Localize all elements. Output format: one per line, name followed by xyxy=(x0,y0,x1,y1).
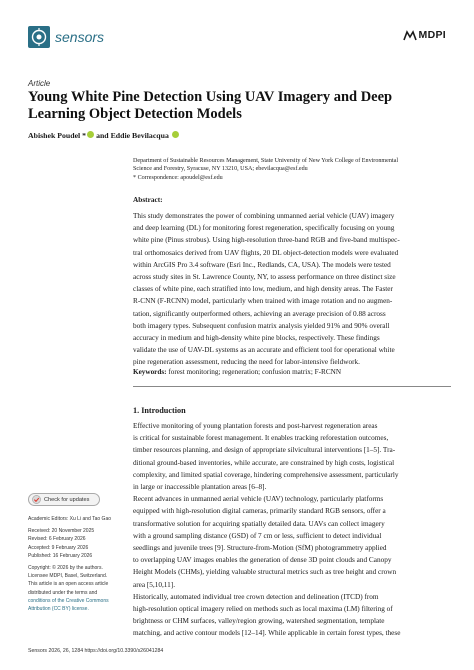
body-line: area [5,10,11]. xyxy=(133,580,176,589)
title-line: Learning Object Detection Models xyxy=(28,106,242,122)
section-heading: 1. Introduction xyxy=(133,406,186,415)
body-line: complexity, and limited spatial coverage, hindering comprehensive assessment, particularly xyxy=(133,470,399,479)
license-link[interactable]: Attribution (CC BY) license. xyxy=(28,606,89,613)
page-footer-citation[interactable]: Sensors 2026, 26, 1284 https://doi.org/10.3390/s26041284 xyxy=(28,648,164,654)
received-date: Received: 20 November 2025 xyxy=(28,528,95,535)
orcid-icon[interactable] xyxy=(87,131,94,138)
check-for-updates-button[interactable] xyxy=(28,493,100,506)
affiliation-line: Science and Forestry, Syracuse, NY 13210, USA; ebevilacqua@esf.edu xyxy=(133,166,308,173)
body-line: matching, and active contour models [12–14]. While applicable in certain forest types, these xyxy=(133,629,401,638)
abstract-heading: Abstract: xyxy=(133,195,163,204)
license-line: This article is an open access article xyxy=(28,581,109,588)
body-line: transformative solution for acquiring spatially detailed data. UAVs can collect imagery xyxy=(133,519,385,528)
affiliation-line: Department of Sustainable Resources Management, State University of New York College of Environmental xyxy=(133,158,399,164)
license-link[interactable]: conditions of the Creative Commons xyxy=(28,597,109,604)
article-metadata xyxy=(28,515,132,613)
orcid-icon[interactable] xyxy=(172,131,179,138)
abstract-line: accuracy in medium and high-density white pine blocks, respectively. These findings xyxy=(133,334,380,343)
article-type: Article xyxy=(28,79,51,88)
keywords xyxy=(133,368,341,376)
accepted-date: Accepted: 9 February 2026 xyxy=(28,544,89,551)
abstract-line: white pine (Pinus strobus). Using high-resolution three-band RGB and five-band multispec- xyxy=(133,236,400,245)
editors-line: Academic Editors: Xu Li and Tao Gao xyxy=(28,516,112,522)
keywords-text: forest monitoring; regeneration; confusion matrix; F-RCNN xyxy=(168,368,342,376)
abstract-line: tral orthomosaics derived from UAV flights, 20 DL object-detection models were evaluated xyxy=(133,248,399,257)
introduction-body xyxy=(133,420,451,640)
article-title xyxy=(28,89,448,123)
body-line: Effective monitoring of young plantation forests and post-harvest regeneration areas xyxy=(133,422,378,430)
abstract-line: classes of white pine, each stratified into low, medium, and high density areas. The Faster xyxy=(133,285,393,294)
published-date: Published: 16 February 2026 xyxy=(28,552,93,559)
abstract-line: and deep learning (DL) for monitoring forest regeneration, specifically focusing on young xyxy=(133,224,395,233)
author-name[interactable]: Abishek Poudel * xyxy=(28,131,87,140)
abstract-line: across study sites in St. Lawrence County, NY, to assess performance on three distinct size xyxy=(133,273,396,282)
author-list xyxy=(28,131,181,140)
author-name[interactable]: and Eddie Bevilacqua xyxy=(96,131,169,140)
correspondence-line: * Correspondence: apoudel@esf.edu xyxy=(133,174,223,181)
check-updates-icon xyxy=(32,495,41,504)
affiliation-block xyxy=(133,157,453,182)
abstract-line: tation, significantly outperformed others, achieving an average precision of 0.88 across xyxy=(133,309,386,318)
body-line: is critical for sustainable forest management. It enables tracking reforestation outcomes, xyxy=(133,434,389,443)
journal-brand[interactable] xyxy=(28,26,104,48)
revised-date: Revised: 6 February 2026 xyxy=(28,536,86,543)
journal-name: sensors xyxy=(55,29,105,45)
body-line: high-resolution optical imagery relied on methods such as local maxima (LM) filtering of xyxy=(133,605,393,614)
section-divider xyxy=(133,386,451,387)
body-line: seedlings and juvenile trees [9]. Structure-from-Motion (SfM) photogrammetry applied xyxy=(133,544,387,553)
abstract-line: pine regeneration assessment, reducing the need for labor-intensive fieldwork. xyxy=(133,358,360,367)
abstract-line: This study demonstrates the power of combining unmanned aerial vehicle (UAV) imagery xyxy=(133,212,395,220)
mdpi-logo-icon xyxy=(403,29,417,41)
body-line: brightness or CHM surfaces, valley/region growing, watershed segmentation, template xyxy=(133,617,385,626)
abstract-line: both imagery types. Subsequent confusion matrix analysis yielded 91% and 90% overall xyxy=(133,321,390,330)
publisher-brand[interactable] xyxy=(403,29,446,41)
body-line: ditional ground-based inventories, while accurate, are constrained by high costs, logistical xyxy=(133,458,395,467)
body-line: Height Models (CHMs), yielding valuable structural metrics such as tree height and crown xyxy=(133,568,397,577)
check-for-updates-label: Check for updates xyxy=(44,496,90,503)
copyright-line: Copyright: © 2026 by the authors. xyxy=(28,565,103,572)
body-line: with a ground sampling distance (GSD) of 7 cm or less, sufficient to detect individual xyxy=(133,531,382,540)
publisher-name: MDPI xyxy=(418,29,446,41)
abstract-line: R-CNN (F-RCNN) model, particularly when trained with image rotation and no augmen- xyxy=(133,297,393,306)
keywords-label: Keywords: xyxy=(133,368,167,376)
body-line: in large or inaccessible plantation areas [6–8]. xyxy=(133,483,267,492)
body-line: timber resources planning, and design of appropriate silvicultural interventions [1–5]. Tra- xyxy=(133,446,396,455)
license-line: Licensee MDPI, Basel, Switzerland. xyxy=(28,573,108,580)
abstract-line: within ArcGIS Pro 3.4 software (Esri Inc., Redlands, CA, USA). The models were tested xyxy=(133,260,391,269)
title-line: Young White Pine Detection Using UAV Imagery and Deep xyxy=(28,89,393,105)
body-line: equipped with high-resolution digital cameras, primarily standard RGB sensors, offer a xyxy=(133,507,386,516)
body-line: to overlapping UAV images enables the generation of dense 3D point clouds and Canopy xyxy=(133,556,392,565)
sensors-logo-icon xyxy=(28,26,50,48)
abstract-line: validate the use of UAV-DL systems as an accurate and efficient tool for operational white xyxy=(133,346,395,355)
abstract-body xyxy=(133,210,451,369)
body-line: Historically, automated individual tree crown detection and delineation (ITCD) from xyxy=(133,592,379,601)
body-line: Recent advances in unmanned aerial vehicle (UAV) technology, particularly platforms xyxy=(133,495,384,504)
license-line: distributed under the terms and xyxy=(28,589,98,596)
